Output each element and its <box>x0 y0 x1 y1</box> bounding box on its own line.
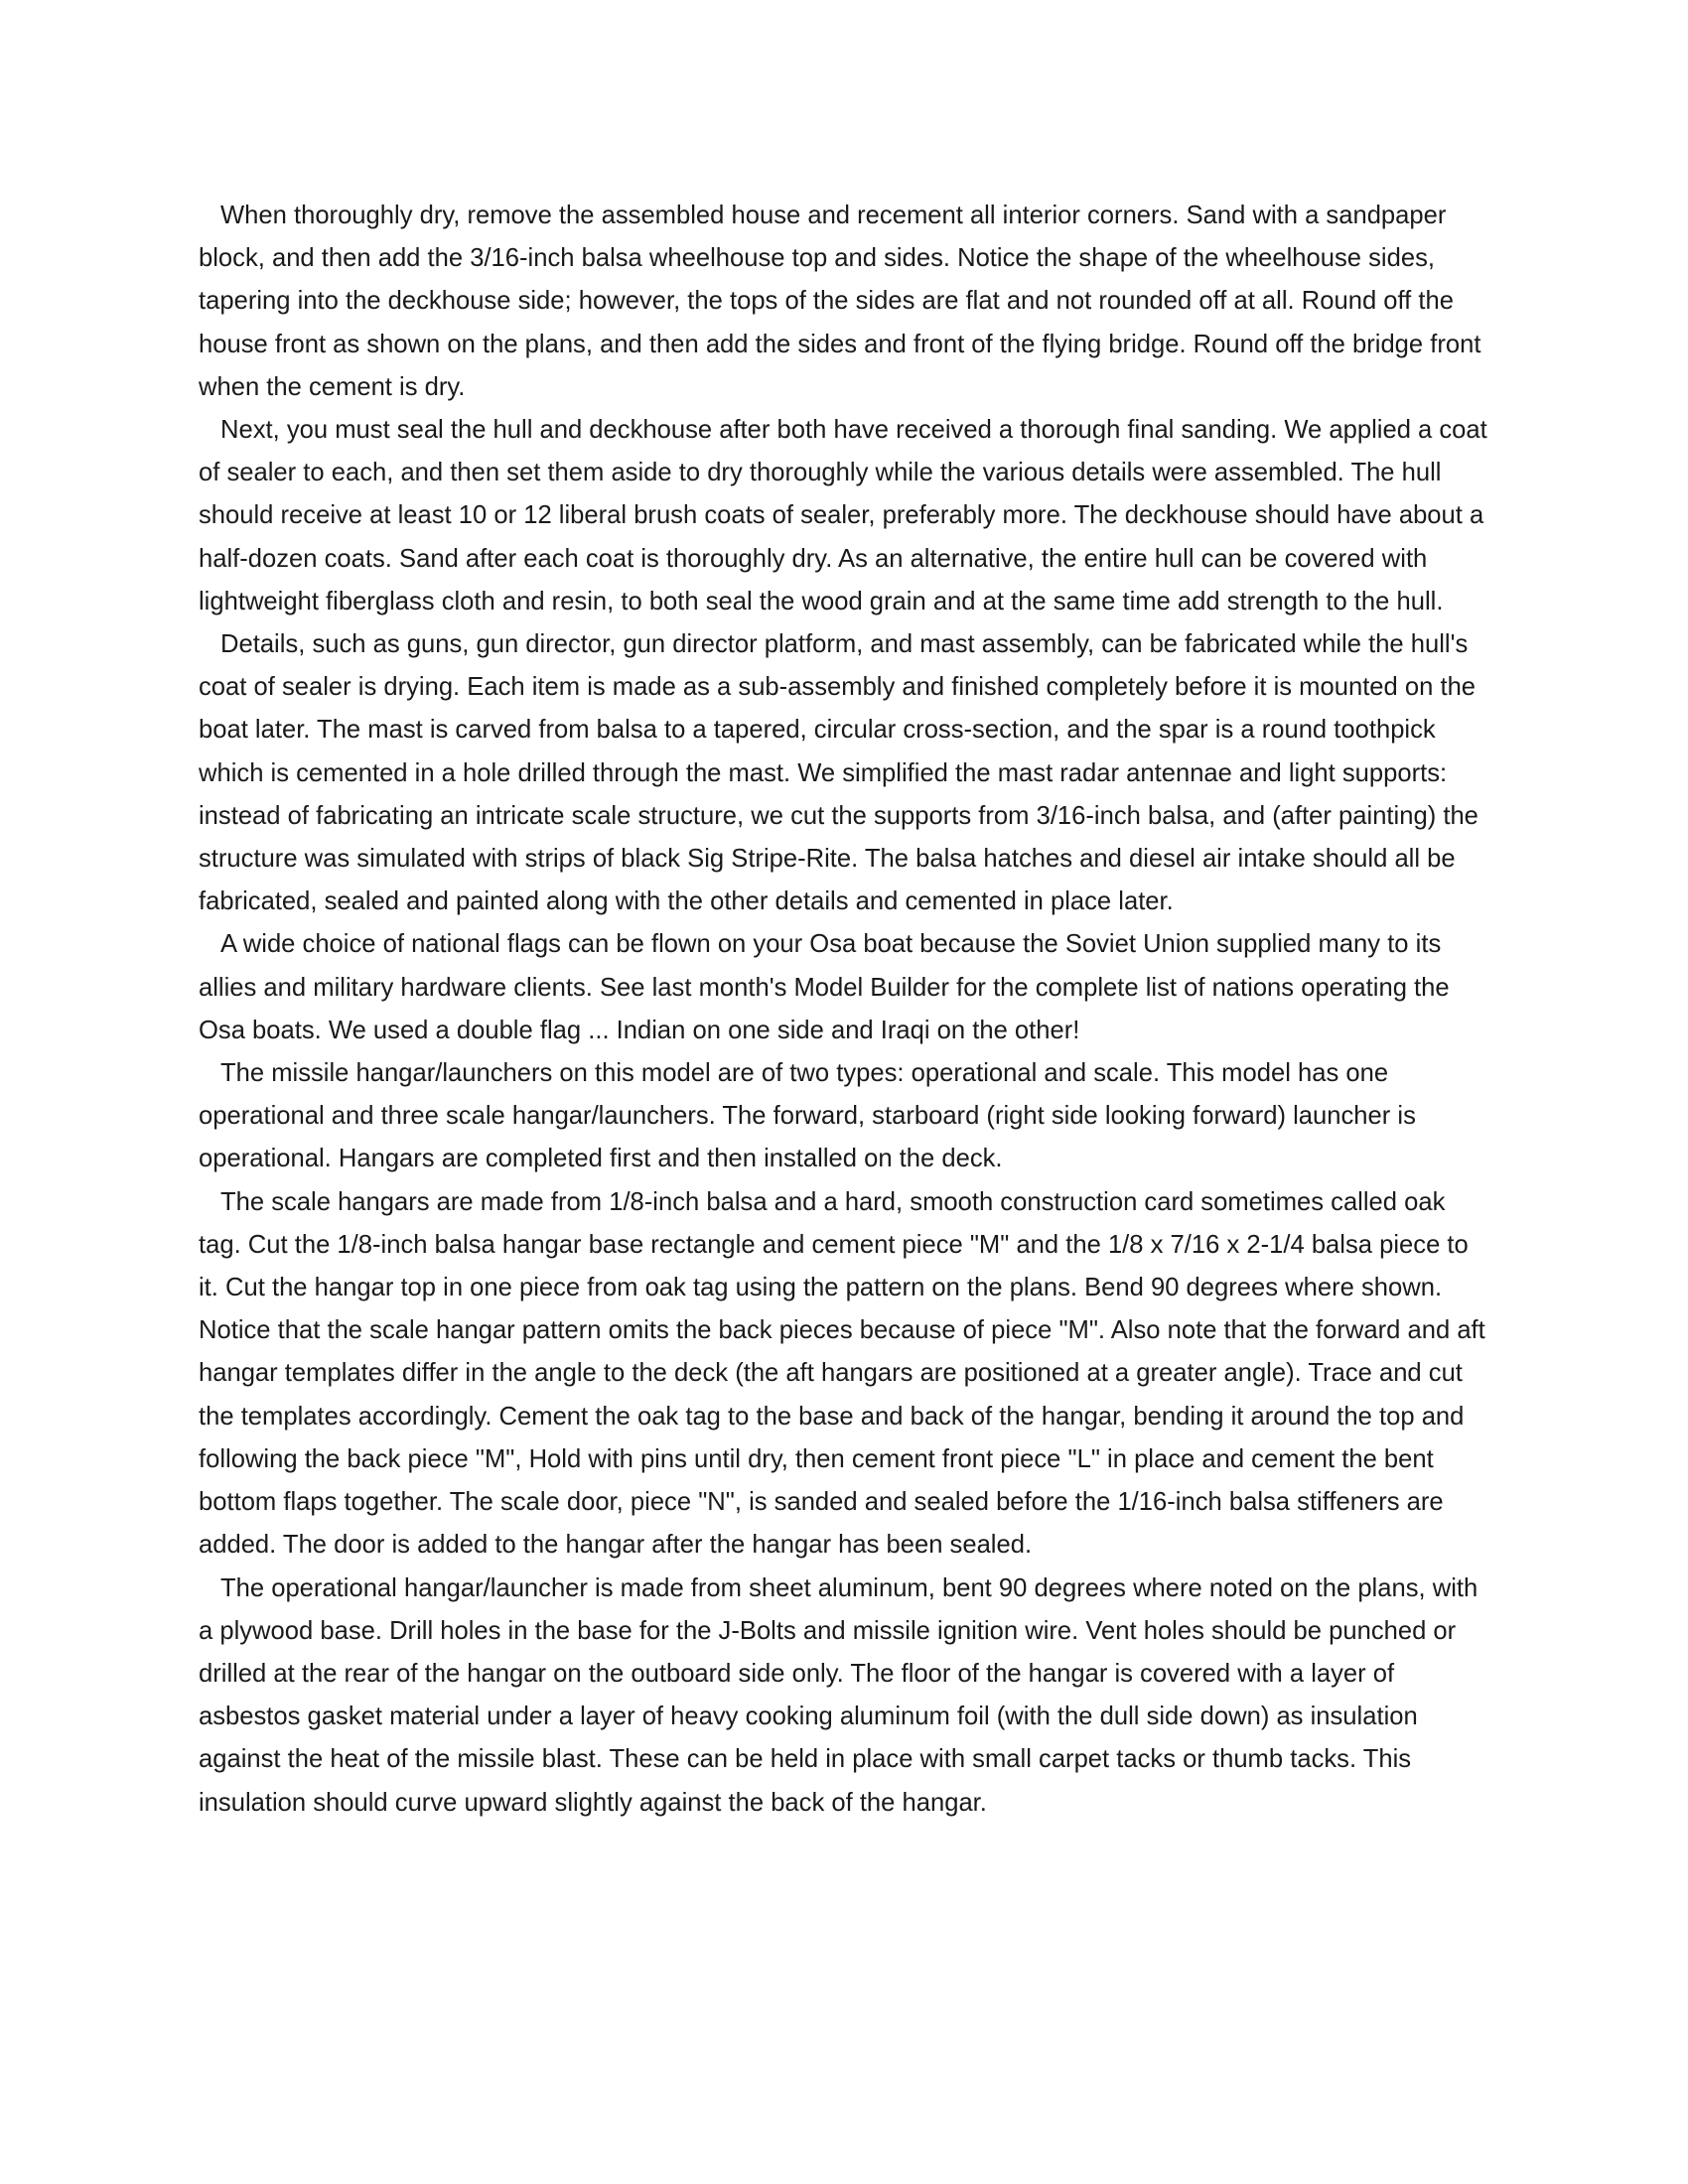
paragraph-scale-hangars: The scale hangars are made from 1/8-inch balsa and a hard, smooth construction card sometimes called oak tag. Cut the 1/8-inch balsa hangar base rectangle and cement piece "M" and the 1/8 x 7/16 x 2-1/4 balsa piece to it. Cut the hangar top in one piece from oak tag using the pattern on the plans. Bend 90 degrees where shown. Notice that the scale hangar pattern omits the back pieces because of piece "M". Also note that the forward and aft hangar templates differ in the angle to the deck (the aft hangars are positioned at a greater angle). Trace and cut the templates accordingly. Cement the oak tag to the base and back of the hangar, bending it around the top and following the back piece "M", Hold with pins until dry, then cement front piece "L" in place and cement the bent bottom flaps together. The scale door, piece "N", is sanded and sealed before the 1/16-inch balsa stiffeners are added. The door is added to the hangar after the hangar has been sealed. <box>199 1187 1485 1560</box>
paragraph-operational-hangar: The operational hangar/launcher is made from sheet aluminum, bent 90 degrees where noted on the plans, with a plywood base. Drill holes in the base for the J-Bolts and missile ignition wire. Vent holes should be punched or drilled at the rear of the hangar on the outboard side only. The floor of the hangar is covered with a layer of asbestos gasket material under a layer of heavy cooking aluminum foil (with the dull side down) as insulation against the heat of the missile blast. These can be held in place with small carpet tacks or thumb tacks. This insulation should curve upward slightly against the back of the hangar. <box>199 1573 1478 1817</box>
paragraph-flags: A wide choice of national flags can be flown on your Osa boat because the Soviet Union supplied many to its allies and military hardware clients. See last month's Model Builder for the complete list of nations operating the Osa boats. We used a double flag ... Indian on one side and Iraqi on the other! <box>199 930 1450 1044</box>
paragraph-wheelhouse: When thoroughly dry, remove the assembled house and recement all interior corners. Sand with a sandpaper block, and then add the 3/16-inch balsa wheelhouse top and sides. Notice the shape of the wheelhouse sides, tapering into the deckhouse side; however, the tops of the sides are flat and not rounded off at all. Round off the house front as shown on the plans, and then add the sides and front of the flying bridge. Round off the bridge front when the cement is dry. <box>199 202 1481 401</box>
paragraph-missile-hangars: The missile hangar/launchers on this model are of two types: operational and scale. This model has one operational and three scale hangar/launchers. The forward, starboard (right side looking forward) launcher is operational. Hangars are completed first and then installed on the deck. <box>199 1059 1416 1173</box>
paragraph-details: Details, such as guns, gun director, gun director platform, and mast assembly, can be fabricated while the hull's coat of sealer is drying. Each item is made as a sub-assembly and finished completely before it is mounted on the boat later. The mast is carved from balsa to a tapered, circular cross-section, and the spar is a round toothpick which is cemented in a hole drilled through the mast. We simplified the mast radar antennae and light supports: instead of fabricating an intricate scale structure, we cut the supports from 3/16-inch balsa, and (after painting) the structure was simulated with strips of black Sig Stripe-Rite. The balsa hatches and diesel air intake should all be fabricated, sealed and painted along with the other details and cemented in place later. <box>199 630 1478 916</box>
document-page <box>199 195 1489 1825</box>
paragraph-sealing: Next, you must seal the hull and deckhouse after both have received a thorough final sanding. We applied a coat of sealer to each, and then set them aside to dry thoroughly while the various details were assembled. The hull should receive at least 10 or 12 liberal brush coats of sealer, preferably more. The deckhouse should have about a half-dozen coats. Sand after each coat is thoroughly dry. As an alternative, the entire hull can be covered with lightweight fiberglass cloth and resin, to both seal the wood grain and at the same time add strength to the hull. <box>199 416 1487 615</box>
